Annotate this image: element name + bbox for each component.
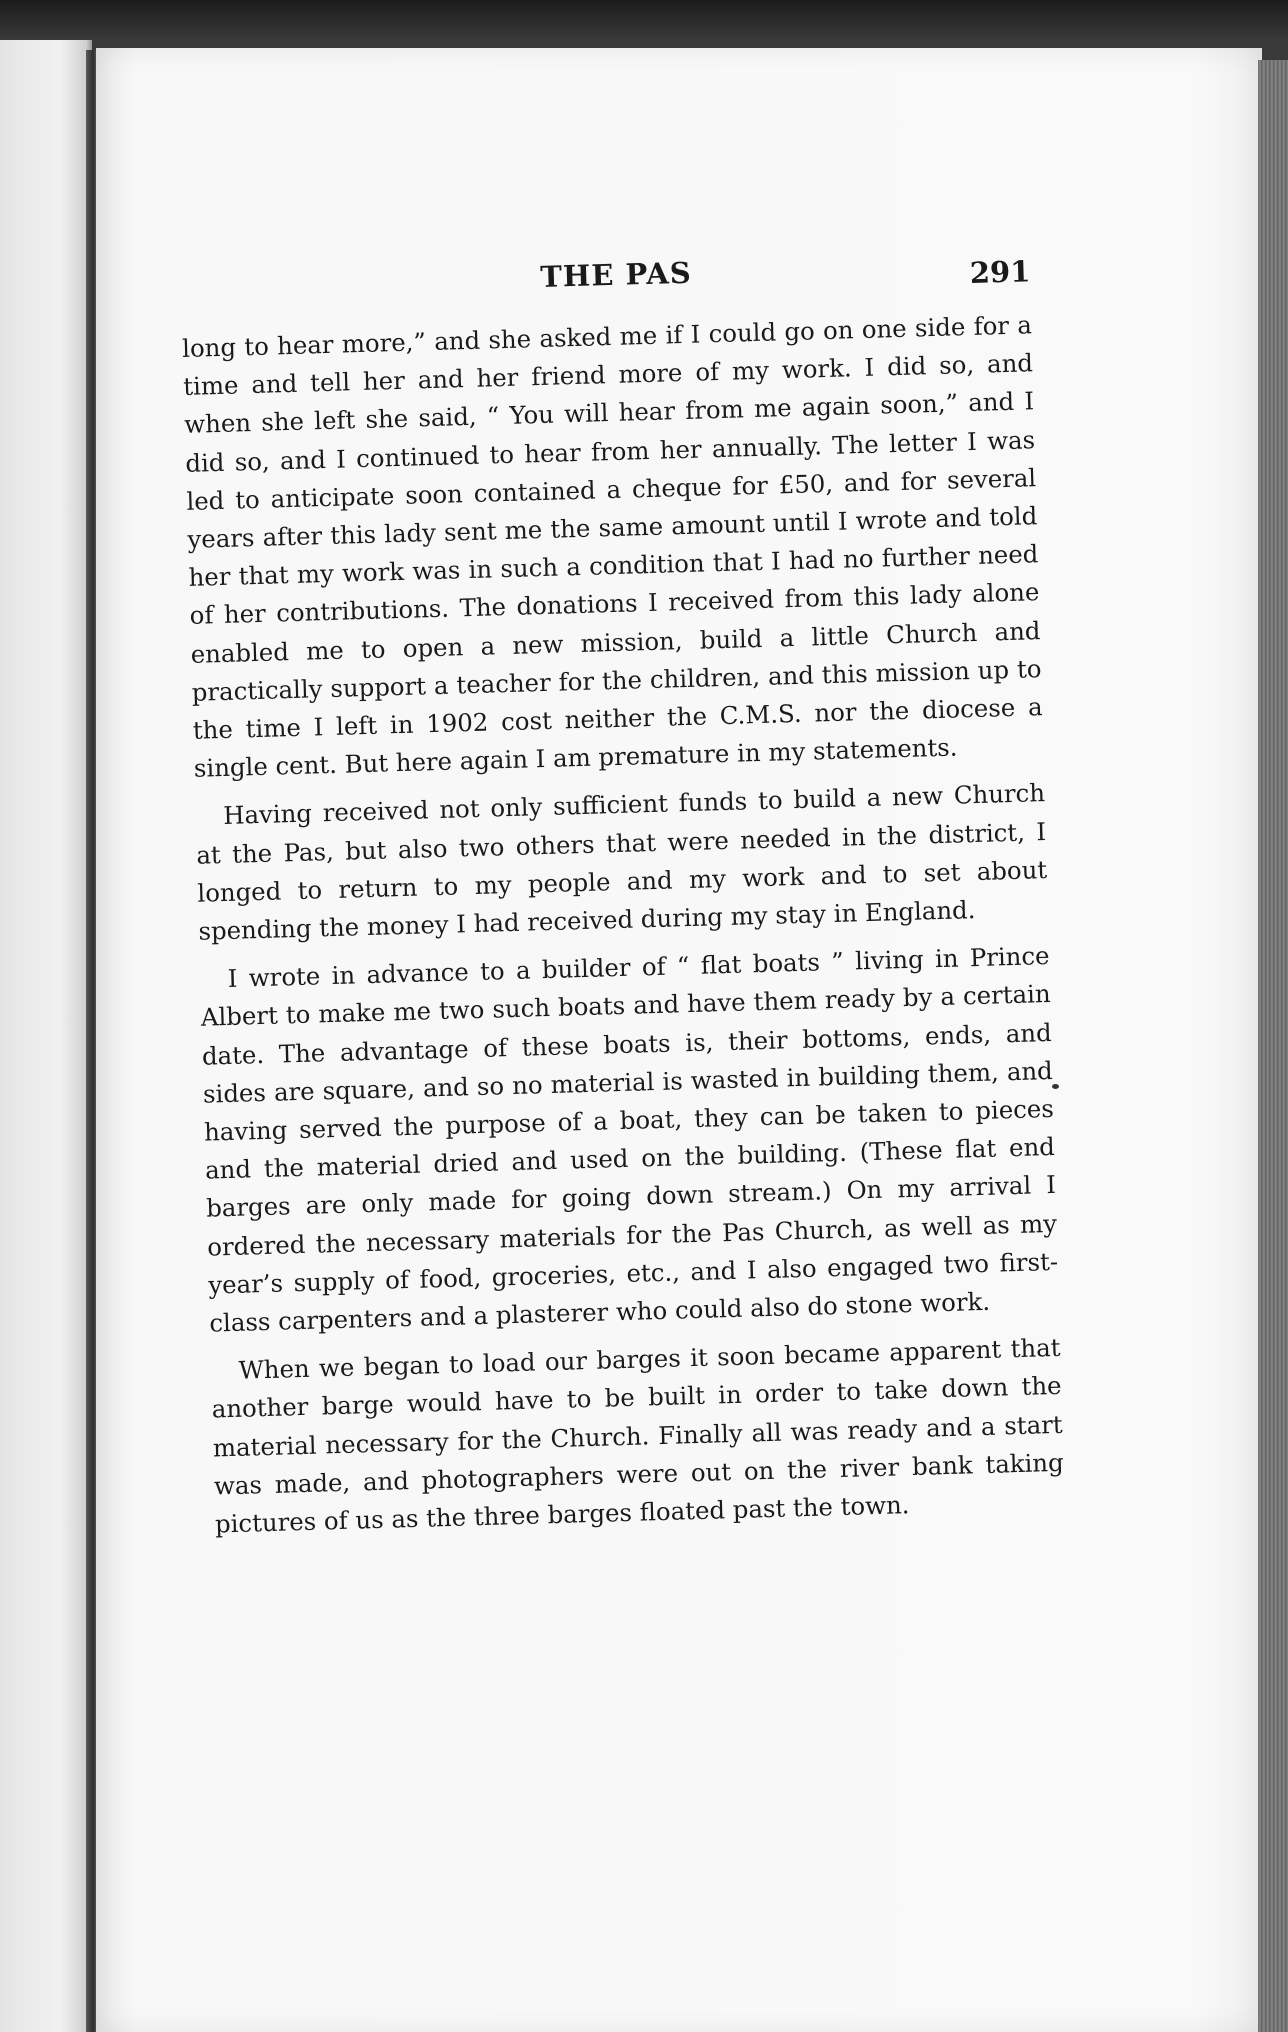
paragraph: When we began to load our barges it soon became apparent that another barge would have to be built in order to take down the material necessary for the Church. Finally all was ready and a start was made, and photographers were out on the river bank taking pictures of us as the three barges floated past the town. [211, 1333, 1065, 1539]
paragraph: long to hear more,” and she asked me if I could go on one side for a time and tell her and her friend more of my work. I did so, and when she left she said, “ You will hear from me again soon,” and I did so, and I continued to hear from her annually. The letter I was led to anticipate soon contained a cheque for £50, and for several years after this lady sent me the same amount until I wrote and told her that my work was in such a condition that I had no further need of her contributions. The donations I received from this lady alone enabled me to open a new mission, build a little Church and practically support a teacher for the children, and this mission up to the time I left in 1902 cost neither the C.M.S. nor the diocese a single cent. But here again I am premature in my statements. [181, 310, 1043, 784]
page-number: 291 [969, 254, 1031, 290]
body-text [182, 306, 1066, 1544]
page-block-edge [1258, 60, 1288, 2032]
facing-page-edge [0, 40, 92, 2032]
running-head: THE PAS [539, 255, 693, 294]
page-content [180, 246, 1065, 1544]
paragraph: I wrote in advance to a builder of “ flat boats ” living in Prince Albert to make me two such boats and have them ready by a certain date. The advantage of these boats is, their bottoms, ends, and sides are square, and so no material is wasted in building them, and having served the purpose of a boat, they can be taken to pieces and the material dried and used on the building. (These flat end barges are only made for going down stream.) On my arrival I ordered the necessary materials for the Pas Church, as well as my year’s supply of food, groceries, etc., and I also engaged two first-class carpenters and a plasterer who could also do stone work. [200, 941, 1059, 1338]
paragraph: Having received not only sufficient funds to build a new Church at the Pas, but also two others that were needed in the district, I longed to return to my people and my work and to set about spending the money I had received during my stay in England. [195, 778, 1048, 946]
